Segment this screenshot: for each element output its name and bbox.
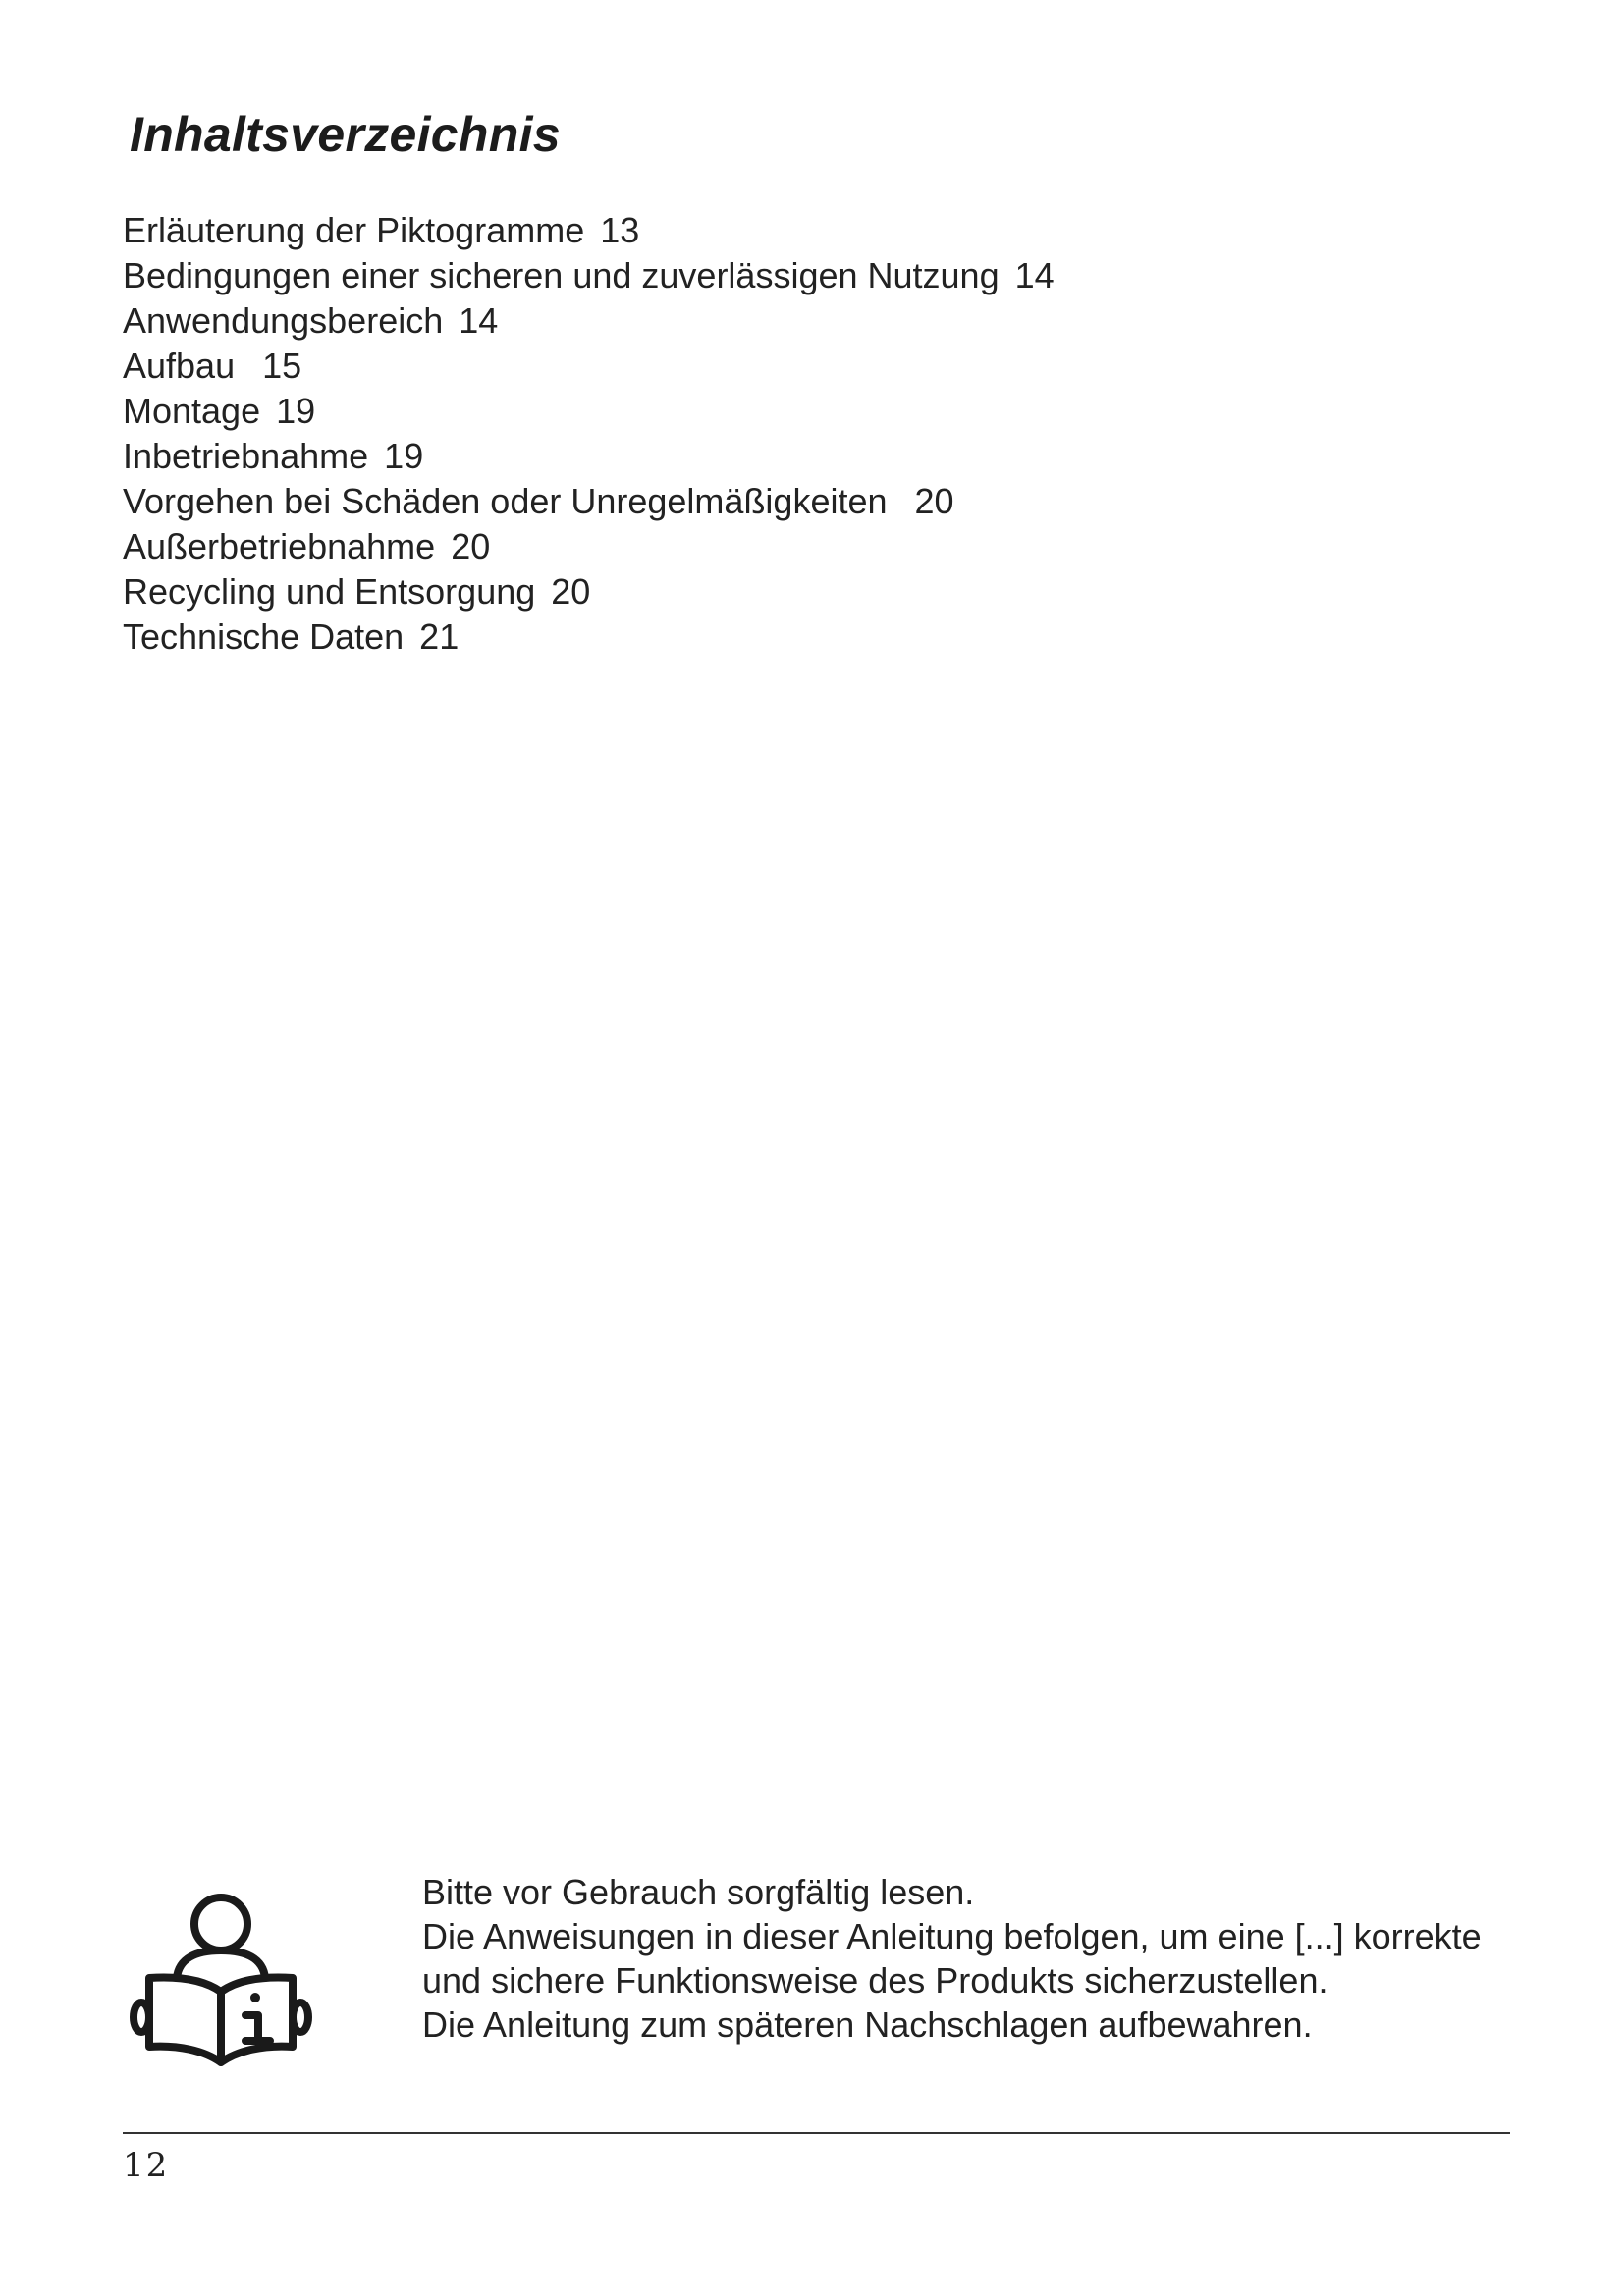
toc-entry [123,298,1055,344]
toc-entry-page: 21 [419,616,460,657]
toc-entry-label: Montage [123,391,261,431]
notice-line: und sichere Funktionsweise des Produkts sicherzustellen. [422,1960,1328,2001]
toc-entry [123,524,1055,569]
toc-entry-page: 20 [451,526,491,566]
toc-entry [123,253,1055,298]
toc-entry-label: Außerbetriebnahme [123,526,436,566]
table-of-contents [123,208,1055,660]
toc-entry-page: 13 [600,210,640,250]
toc-entry-page: 20 [551,571,591,612]
toc-entry-label: Recycling und Entsorgung [123,571,536,612]
toc-entry-page: 15 [262,346,302,386]
toc-entry [123,344,1055,389]
toc-entry [123,479,1055,524]
footer-divider [123,2132,1510,2134]
toc-entry-label: Technische Daten [123,616,405,657]
toc-entry [123,569,1055,614]
toc-entry-label: Erläuterung der Piktogramme [123,210,585,250]
notice-text [422,1870,1482,2047]
toc-entry [123,389,1055,434]
read-manual-icon [128,1880,314,2066]
notice-line: Bitte vor Gebrauch sorgfältig lesen. [422,1872,975,1912]
page-number: 12 [123,2146,170,2185]
toc-entry [123,434,1055,479]
toc-entry [123,614,1055,660]
toc-entry-page: 19 [384,436,424,476]
toc-entry-page: 14 [1014,255,1055,295]
notice-line: Die Anweisungen in dieser Anleitung befolgen, um eine [...] korrekte [422,1916,1482,1956]
toc-entry-page: 14 [459,300,499,341]
toc-entry-label: Bedingungen einer sicheren und zuverlässigen Nutzung [123,255,1000,295]
toc-entry-label: Vorgehen bei Schäden oder Unregelmäßigkeiten [123,481,888,521]
toc-entry [123,208,1055,253]
toc-entry-page: 20 [914,481,954,521]
toc-entry-label: Inbetriebnahme [123,436,369,476]
toc-entry-label: Anwendungsbereich [123,300,444,341]
toc-entry-label: Aufbau [123,346,236,386]
page-title: Inhaltsverzeichnis [130,107,561,162]
notice-line: Die Anleitung zum späteren Nachschlagen aufbewahren. [422,2004,1313,2045]
read-instructions-notice [128,1870,1522,2066]
toc-entry-page: 19 [276,391,316,431]
